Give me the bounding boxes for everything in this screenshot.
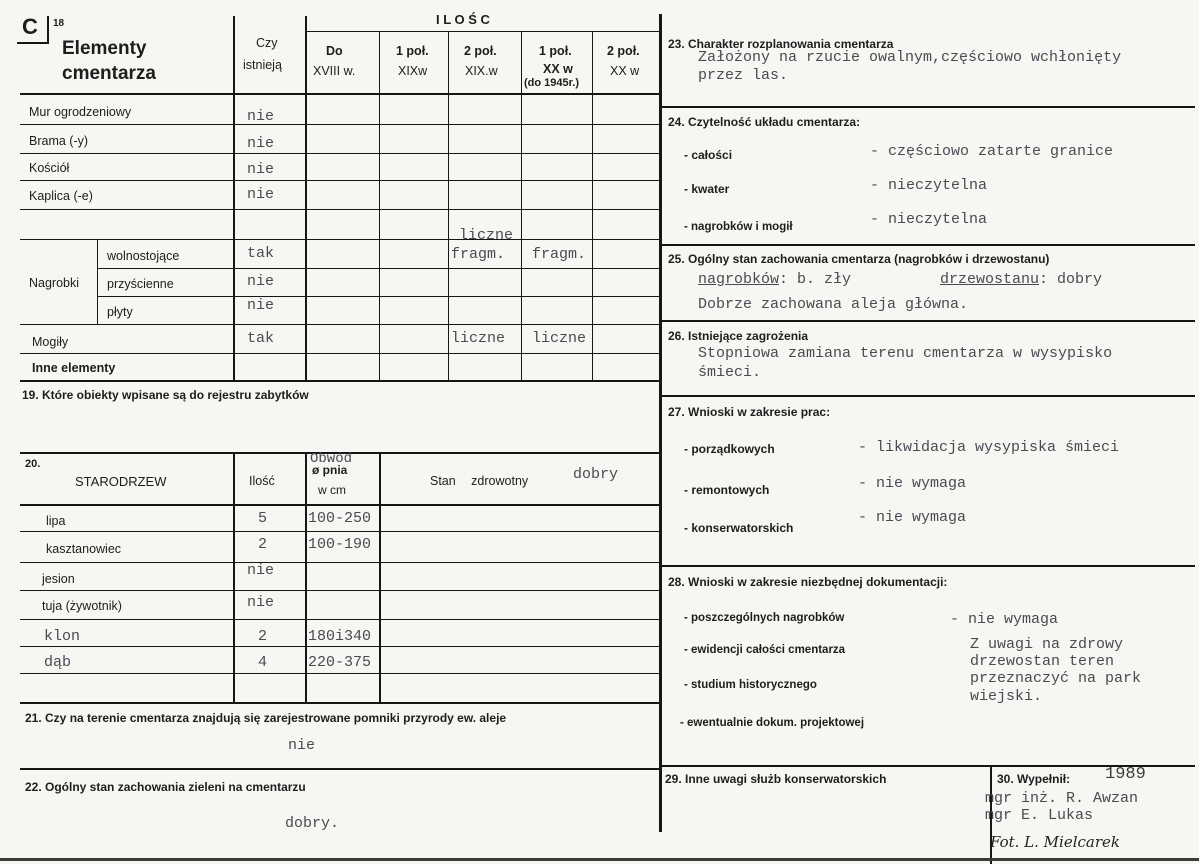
row-label-inne: Inne elementy <box>32 361 116 375</box>
tree-circ: 100-190 <box>308 536 372 553</box>
s24-item-value: - nieczytelna <box>870 177 988 194</box>
col-starodrzew: STARODRZEW <box>75 474 167 489</box>
row-exists-mogily: tak <box>247 330 275 347</box>
col-q3-2: XIX.w <box>465 64 498 78</box>
tree-name: lipa <box>46 514 66 528</box>
row-label-plyty: płyty <box>107 305 133 319</box>
s28-item: - ewidencji całości cmentarza <box>684 644 846 656</box>
tree-count: 5 <box>258 510 268 527</box>
row-exists-brama: nie <box>247 135 275 152</box>
row-label-wolno: wolnostojące <box>107 249 180 263</box>
rule <box>305 452 307 704</box>
row-wolno-q3: fragm. <box>451 246 506 263</box>
section-23-line1: Założony na rzucie owalnym,częściowo wchłonięty <box>698 49 1122 66</box>
row-label-kosciol: Kościół <box>29 161 70 175</box>
col-exists-1: Czy <box>256 36 278 50</box>
corner-number: 18 <box>53 18 65 29</box>
col-q4-1: 1 poł. <box>539 44 572 58</box>
row-exists-wolno: tak <box>247 245 275 262</box>
nagrobki-label: Nagrobki <box>29 276 80 290</box>
rule <box>660 565 1195 567</box>
col-q1-1: Do <box>326 44 343 58</box>
s27-item-value: - nie wymaga <box>858 475 967 492</box>
s30-photo-credit: Fot. L. Mielcarek <box>990 833 1120 851</box>
row-wolno-q4: fragm. <box>532 246 587 263</box>
col-obwod-typed: Obwód <box>310 451 353 467</box>
tree-count: nie <box>247 562 275 579</box>
rule <box>20 93 660 95</box>
s28-item: - studium historycznego <box>684 679 817 691</box>
section-19-label: 19. Które obiekty wpisane są do rejestru zabytków <box>22 388 309 402</box>
s28-value2-line: Z uwagi na zdrowy <box>970 636 1124 653</box>
rule <box>20 353 660 354</box>
s27-item-label: - konserwatorskich <box>684 521 794 535</box>
col-q2-1: 1 poł. <box>396 44 429 58</box>
section-30-label: 30. Wypełnił: <box>997 772 1071 786</box>
tree-name: jesion <box>42 572 75 586</box>
tree-count: 4 <box>258 654 268 671</box>
tree-name: kasztanowiec <box>46 542 122 556</box>
s25-line2: Dobrze zachowana aleja główna. <box>698 296 969 313</box>
rule <box>20 504 660 506</box>
tree-circ: 100-250 <box>308 510 372 527</box>
tree-name-typed: dąb <box>44 654 72 671</box>
row-label-mur: Mur ogrodzeniowy <box>29 105 132 119</box>
tree-count: nie <box>247 594 275 611</box>
s28-value1: - nie wymaga <box>950 611 1059 628</box>
rule <box>660 320 1195 322</box>
col-q5-2: XX w <box>610 64 640 78</box>
s26-line1: Stopniowa zamiana terenu cmentarza w wysypisko <box>698 345 1113 362</box>
rule <box>659 14 662 832</box>
s24-item-value: - nieczytelna <box>870 211 988 228</box>
rule <box>305 16 307 382</box>
row-mogily-q3: liczne <box>451 330 506 347</box>
s25-graves-val: : b. zły <box>779 271 852 288</box>
rule <box>592 31 593 382</box>
row-wolno-q3-top: liczne <box>459 227 514 244</box>
corner-letter: C <box>22 14 38 39</box>
rule <box>448 31 449 382</box>
row-exists-kosciol: nie <box>247 161 275 178</box>
section-23-label: 23. Charakter rozplanowania cmentarza <box>668 37 894 51</box>
col-q3-1: 2 poł. <box>464 44 497 58</box>
tree-circ: 180i340 <box>308 628 372 645</box>
tree-name: tuja (żywotnik) <box>42 599 122 613</box>
col-q4-3: (do 1945r.) <box>524 77 580 89</box>
section-23-line2: przez las. <box>698 67 789 84</box>
section-22-label: 22. Ogólny stan zachowania zieleni na cmentarzu <box>25 780 306 794</box>
rule <box>20 673 660 674</box>
s25-graves-key: nagrobków <box>698 271 780 288</box>
rule <box>20 531 660 532</box>
col-q5-1: 2 poł. <box>607 44 640 58</box>
rule <box>660 395 1195 397</box>
s25-graves <box>698 271 851 288</box>
s28-value2-line: wiejski. <box>970 688 1043 705</box>
rule <box>660 106 1195 108</box>
col-q2-2: XIXw <box>398 64 428 78</box>
section-27-label: 27. Wnioski w zakresie prac: <box>668 405 831 419</box>
col-q4-2: XX w <box>543 62 573 76</box>
rule <box>305 31 660 32</box>
s28-item: - ewentualnie dokum. projektowej <box>680 717 865 729</box>
rule <box>20 702 660 704</box>
tree-circ: 220-375 <box>308 654 372 671</box>
rule <box>521 31 522 382</box>
col-circ-1: ø pnia <box>312 463 348 477</box>
section-26-label: 26. Istniejące zagrożenia <box>668 329 809 343</box>
rule <box>660 244 1195 246</box>
col-q1-2: XVIII w. <box>313 64 356 78</box>
col-stan: Stan zdrowotny <box>430 474 529 488</box>
s27-item-value: - nie wymaga <box>858 509 967 526</box>
rule <box>20 180 660 181</box>
s30-person2: mgr E. Lukas <box>985 807 1094 824</box>
section-21-label: 21. Czy na terenie cmentarza znajdują się zarejestrowane pomniki przyrody ew. aleje <box>25 711 507 725</box>
health-value: dobry <box>573 466 619 483</box>
s24-item-label: - nagrobków i mogił <box>684 221 793 233</box>
section-22-value: dobry. <box>285 815 340 832</box>
card-bottom-edge <box>0 858 1199 861</box>
rule <box>97 239 98 325</box>
s26-line2: śmieci. <box>698 364 762 381</box>
rule <box>233 16 235 382</box>
section-28-label: 28. Wnioski w zakresie niezbędnej dokumentacji: <box>668 575 948 589</box>
row-exists-kaplica: nie <box>247 186 275 203</box>
row-label-przysc: przyścienne <box>107 277 174 291</box>
col-circ-2: w cm <box>318 483 346 497</box>
col-ilosc: Ilość <box>249 474 275 488</box>
rule <box>379 31 380 382</box>
section-25-label: 25. Ogólny stan zachowania cmentarza (nagrobków i drzewostanu) <box>668 252 1050 266</box>
row-exists-przysc: nie <box>247 273 275 290</box>
s30-year: 1989 <box>1105 765 1146 784</box>
tree-count: 2 <box>258 536 268 553</box>
s27-item-label: - remontowych <box>684 483 770 497</box>
row-exists-mur: nie <box>247 108 275 125</box>
s24-item-value: - częściowo zatarte granice <box>870 143 1114 160</box>
section-29-label: 29. Inne uwagi służb konserwatorskich <box>665 772 887 786</box>
s24-item-label: - całości <box>684 148 733 162</box>
tree-count: 2 <box>258 628 268 645</box>
rule <box>20 380 660 382</box>
s25-trees-key: drzewostanu <box>940 271 1040 288</box>
tree-name-typed: klon <box>44 628 81 645</box>
col-exists-2: istnieją <box>243 58 282 72</box>
s25-trees-val: : dobry <box>1039 271 1103 288</box>
s30-person1: mgr inż. R. Awzan <box>985 790 1139 807</box>
elements-title-1: Elementy <box>62 38 147 59</box>
elements-title-2: cmentarza <box>62 63 156 84</box>
rule <box>20 590 660 591</box>
rule <box>20 209 660 210</box>
rule <box>20 619 660 620</box>
s27-item-value: - likwidacja wysypiska śmieci <box>858 439 1120 456</box>
s28-value2-line: przeznaczyć na park <box>970 670 1142 687</box>
s28-item: - poszczególnych nagrobków <box>684 612 845 624</box>
rule <box>20 239 660 240</box>
rule <box>20 124 660 125</box>
row-label-brama: Brama (-y) <box>29 134 89 148</box>
rule <box>233 452 235 704</box>
rule <box>20 562 660 563</box>
col-quantity: I L O Ś C <box>436 12 490 27</box>
rule <box>20 153 660 154</box>
row-exists-plyty: nie <box>247 297 275 314</box>
s27-item-label: - porządkowych <box>684 442 775 456</box>
section-24-label: 24. Czytelność układu cmentarza: <box>668 115 861 129</box>
s24-item-label: - kwater <box>684 182 730 196</box>
section-21-value: nie <box>288 737 316 754</box>
section-20-number: 20. <box>25 458 41 470</box>
row-label-kaplica: Kaplica (-e) <box>29 189 93 203</box>
rule <box>20 324 660 325</box>
rule <box>20 768 660 770</box>
row-mogily-q4: liczne <box>532 330 587 347</box>
rule <box>379 452 381 704</box>
s28-value2-line: drzewostan teren <box>970 653 1115 670</box>
row-label-mogily: Mogiły <box>32 335 69 349</box>
s25-trees <box>940 271 1102 288</box>
rule <box>20 646 660 647</box>
